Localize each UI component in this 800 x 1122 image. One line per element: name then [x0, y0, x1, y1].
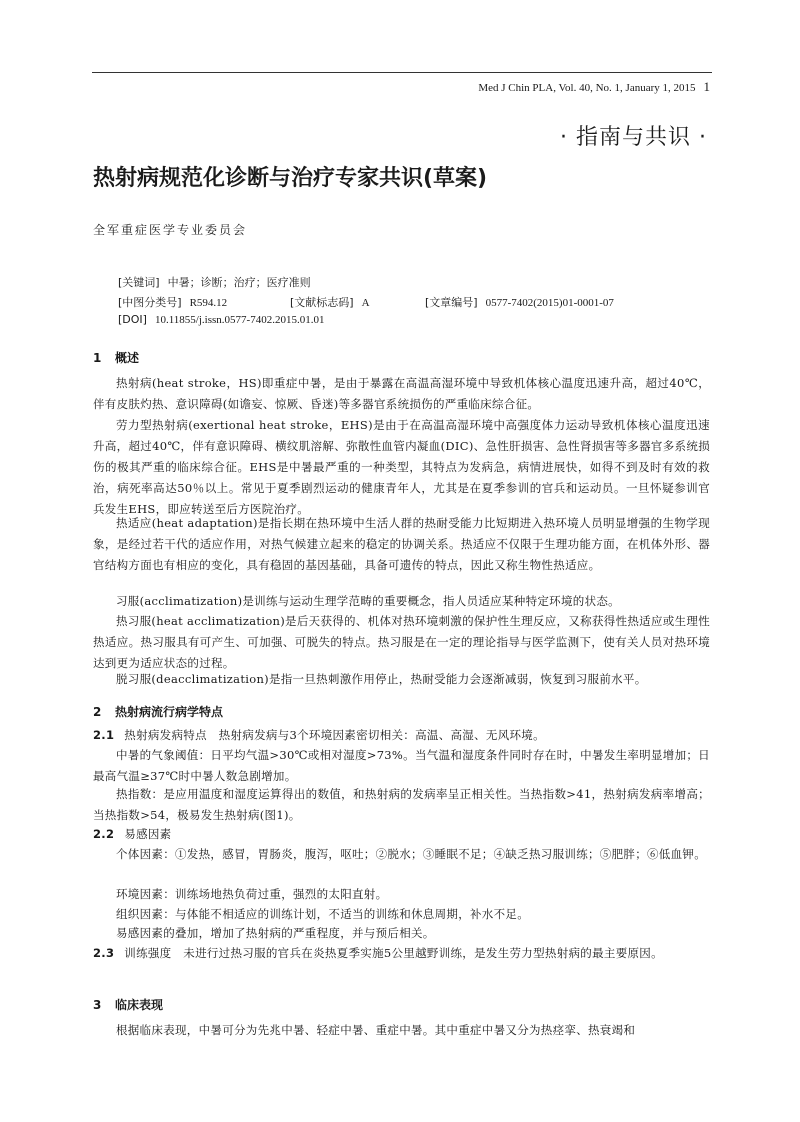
section-heading [93, 703, 223, 720]
section-heading [93, 996, 163, 1013]
subsection-number: 2.1 [93, 728, 115, 742]
paragraph: 热射病(heat stroke，HS)即重症中暑，是由于暴露在高温高湿环境中导致机体核心温度迅速升高，超过40℃，伴有皮肤灼热、意识障碍(如谵妄、惊厥、昏迷)等多器官系统损伤的严重临床综合征。 [93, 376, 710, 411]
article-number-value: 0577-7402(2015)01-0001-07 [485, 297, 614, 309]
header-rule [92, 72, 712, 73]
journal-citation: Med J Chin PLA, Vol. 40, No. 1, January 1, 2015 [478, 82, 696, 94]
section-heading [93, 349, 139, 366]
subsection-paragraph [93, 943, 710, 964]
classification-line [118, 294, 227, 310]
subsection-number: 2.2 [93, 827, 115, 841]
section-title: 概述 [115, 351, 140, 365]
paragraph: 热适应(heat adaptation)是指长期在热环境中生活人群的热耐受能力比短期进入热环境人员明显增强的生物学现象，是经过若干代的适应作用，对热气候建立起来的稳定的协调关系。热适应不仅限于生理功能方面，在机体外形、器官结构方面也有相应的变化，具有稳固的基因基础，具备可遗传的特点，因此又称生物性热适应。 [93, 516, 710, 572]
paragraph: 习服(acclimatization)是训练与运动生理学范畴的重要概念，指人员适应某种特定环境的状态。 [116, 594, 620, 608]
subsection-number: 2.3 [93, 946, 115, 960]
section-title: 临床表现 [115, 998, 164, 1012]
paragraph: 劳力型热射病(exertional heat stroke，EHS)是由于在高温高湿环境中高强度体力运动导致机体核心温度迅速升高，超过40℃，伴有意识障碍、横纹肌溶解、弥散性血管内凝血(DIC)、急性肝损害、急性肾损害等多器官多系统损伤的极其严重的临床综合征。EHS是中暑最严重的一种类型，其特点为发病急，病情进展快，如得不到及时有效的救治，病死率高达50％以上。常见于夏季剧烈运动的健康青年人，尤其是在夏季参训的官兵和运动员。一旦怀疑参训官兵发生EHS，即应转送至后方医院治疗。 [93, 418, 710, 516]
clc-value: R594.12 [189, 297, 228, 309]
running-header [420, 79, 710, 95]
paragraph: 环境因素：训练场地热负荷过重，强烈的太阳直射。 [116, 887, 388, 901]
paragraph: 个体因素：①发热，感冒，胃肠炎，腹泻，呕吐；②脱水；③睡眠不足；④缺乏热习服训练；⑤肥胖；⑥低血钾。 [116, 847, 706, 861]
section-number: 2 [93, 705, 102, 719]
page-number: 1 [703, 79, 710, 94]
doi-value: 10.11855/j.issn.0577-7402.2015.01.01 [154, 314, 325, 326]
section-number: 1 [93, 351, 102, 365]
doi-label: [DOI] [118, 313, 147, 326]
section-title: 热射病流行病学特点 [115, 705, 224, 719]
subsection-paragraph [93, 725, 710, 746]
subsection-text: 热射病发病特点 热射病发病与3个环境因素密切相关：高温、高湿、无风环境。 [124, 728, 545, 742]
author-line: 全军重症医学专业委员会 [93, 223, 248, 237]
article-number-label: [文章编号] [425, 296, 478, 309]
paragraph: 脱习服(deacclimatization)是指一旦热刺激作用停止，热耐受能力会逐渐减弱，恢复到习服前水平。 [116, 672, 647, 686]
article-title: 热射病规范化诊断与治疗专家共识(草案) [93, 166, 488, 191]
subsection-title: 易感因素 [124, 827, 172, 841]
doc-code-line [290, 294, 370, 310]
section-number: 3 [93, 998, 102, 1012]
paragraph: 易感因素的叠加，增加了热射病的严重程度，并与预后相关。 [116, 926, 435, 940]
keywords-value: 中暑；诊断；治疗；医疗准则 [167, 277, 311, 289]
doc-code-value: A [361, 297, 370, 309]
paragraph: 根据临床表现，中暑可分为先兆中暑、轻症中暑、重症中暑。其中重症中暑又分为热痉挛、热衰竭和 [116, 1023, 636, 1037]
paragraph: 中暑的气象阈值：日平均气温>30℃或相对湿度>73%。当气温和湿度条件同时存在时，中暑发生率明显增加；日最高气温≥37℃时中暑人数急剧增加。 [93, 748, 710, 783]
paragraph: 热指数：是应用温度和湿度运算得出的数值，和热射病的发病率呈正相关性。当热指数>41，热射病发病率增高；当热指数>54，极易发生热射病(图1)。 [93, 787, 710, 822]
subsection-text: 训练强度 未进行过热习服的官兵在炎热夏季实施5公里越野训练，是发生劳力型热射病的最主要原因。 [124, 946, 663, 960]
article-number-line [425, 294, 614, 310]
paragraph: 热习服(heat acclimatization)是后天获得的、机体对热环境刺激的保护性生理反应，又称获得性热适应或生理性热适应。热习服具有可产生、可加强、可脱失的特点。热习服是在一定的理论指导与医学监测下，使有关人员对热环境达到更为适应状态的过程。 [93, 614, 710, 670]
clc-label: [中图分类号] [118, 296, 182, 309]
paragraph: 组织因素：与体能不相适应的训练计划，不适当的训练和休息周期，补水不足。 [116, 907, 529, 921]
keywords-line [118, 274, 311, 290]
subsection-paragraph [93, 824, 710, 845]
column-label: · 指南与共识 · [560, 125, 707, 150]
doi-line [118, 313, 324, 326]
doc-code-label: [文献标志码] [290, 296, 354, 309]
keywords-label: [关键词] [118, 276, 160, 289]
